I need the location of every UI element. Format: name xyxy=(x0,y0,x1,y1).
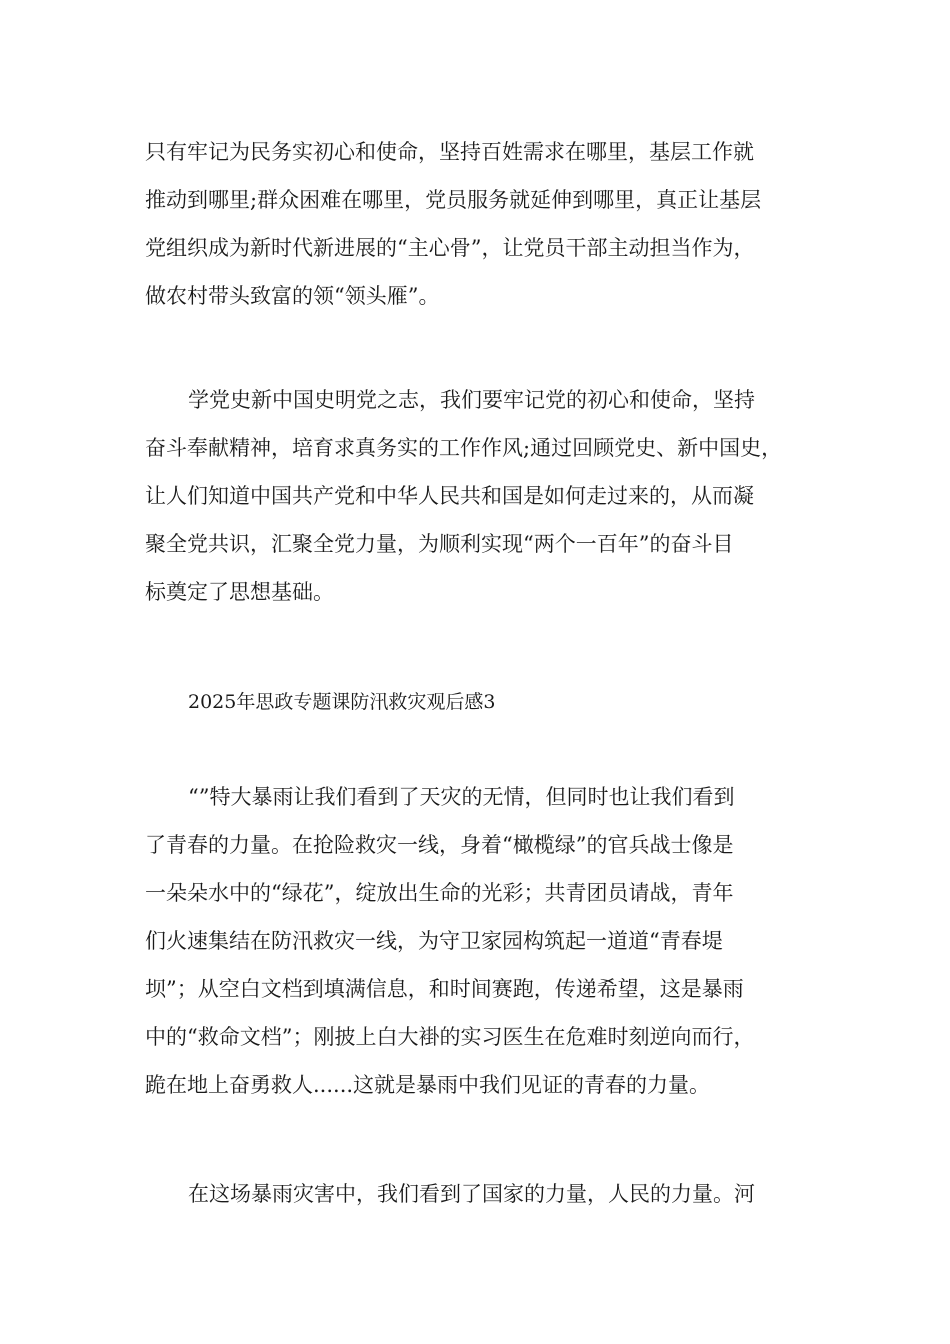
text-line: 在这场暴雨灾害中，我们看到了国家的力量，人民的力量。河 xyxy=(188,1182,755,1206)
text-line: 跪在地上奋勇救人......这就是暴雨中我们见证的青春的力量。 xyxy=(145,1073,711,1097)
text-line: 们火速集结在防汛救灾一线，为守卫家园构筑起一道道“青春堤 xyxy=(145,929,723,953)
text-line: 学党史新中国史明党之志，我们要牢记党的初心和使命，坚持 xyxy=(188,388,755,412)
text-line: 做农村带头致富的领“领头雁”。 xyxy=(145,284,440,308)
text-line: 只有牢记为民务实初心和使命，坚持百姓需求在哪里，基层工作就 xyxy=(145,140,754,164)
text-line: 让人们知道中国共产党和中华人民共和国是如何走过来的，从而凝 xyxy=(145,484,754,508)
text-line: 奋斗奉献精神，培育求真务实的工作作风;通过回顾党史、新中国史， xyxy=(145,436,783,460)
text-line: 党组织成为新时代新进展的“主心骨”，让党员干部主动担当作为， xyxy=(145,236,755,260)
text-line: “”特大暴雨让我们看到了天灾的无情，但同时也让我们看到 xyxy=(188,785,735,809)
paragraph-2 xyxy=(145,376,825,616)
text-line: 一朵朵水中的“绿花”，绽放出生命的光彩；共青团员请战，青年 xyxy=(145,881,734,905)
paragraph-3 xyxy=(145,773,825,1109)
section-heading: 2025年思政专题课防汛救灾观后感3 xyxy=(188,691,496,713)
text-line: 推动到哪里;群众困难在哪里，党员服务就延伸到哪里，真正让基层 xyxy=(145,188,762,212)
text-line: 坝”；从空白文档到填满信息，和时间赛跑，传递希望，这是暴雨 xyxy=(145,977,744,1001)
text-line: 标奠定了思想基础。 xyxy=(145,580,334,604)
text-line: 了青春的力量。在抢险救灾一线，身着“橄榄绿”的官兵战士像是 xyxy=(145,833,734,857)
paragraph-4 xyxy=(145,1170,825,1218)
text-line: 聚全党共识，汇聚全党力量，为顺利实现“两个一百年”的奋斗目 xyxy=(145,532,734,556)
paragraph-1 xyxy=(145,128,825,320)
text-line: 中的“救命文档”；刚披上白大褂的实习医生在危难时刻逆向而行， xyxy=(145,1025,755,1049)
